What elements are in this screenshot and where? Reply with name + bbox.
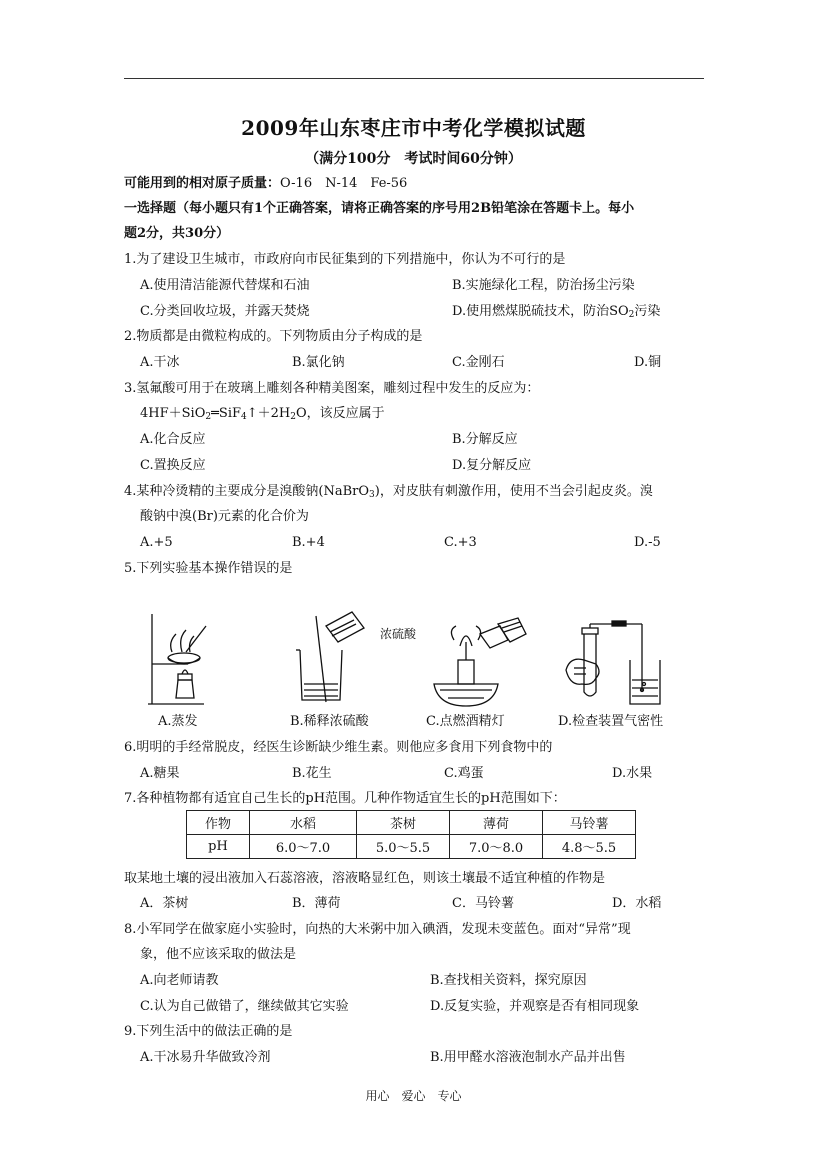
q4-stem-line1: 4.某种冷烫精的主要成分是溴酸钠(NaBrO$_3$)，对皮肤有刺激作用，使用不当会引起皮炎。溴 [124,484,653,500]
q5-figure-label: 浓硫酸 [380,627,417,641]
page-footer: 用心 爱心 专心 [365,1089,462,1103]
table-cell: 5.0～5.5 [357,835,450,859]
header-rule [124,78,704,79]
ph-table [186,810,636,859]
q8-stem-line2: 象，他不应该采取的做法是 [140,947,297,962]
table-cell: 马铃薯 [543,811,636,835]
q7-after: 取某地土壤的浸出液加入石蕊溶液，溶液略显红色，则该土壤最不适宜种植的作物是 [124,871,606,886]
q6-option-b: B.花生 [292,766,332,781]
q8-option-b: B.查找相关资料，探究原因 [430,973,587,988]
q9-option-a: A.干冰易升华做致冷剂 [140,1050,271,1065]
atomic-mass-label: 可能用到的相对原子质量： [124,176,281,191]
q3-option-a: A.化合反应 [140,432,206,447]
q7-option-d: D．水稻 [612,896,662,911]
q5-stem: 5.下列实验基本操作错误的是 [124,561,293,576]
q4-option-c: C.+3 [444,535,477,550]
table-cell: 薄荷 [450,811,543,835]
q6-option-c: C.鸡蛋 [444,766,484,781]
q2-stem: 2.物质都是由微粒构成的。下列物质由分子构成的是 [124,329,423,344]
table-row [187,835,636,859]
q8-option-a: A.向老师请教 [140,973,219,988]
q6-option-d: D.水果 [612,766,653,781]
q2-option-a: A.干冰 [140,355,180,370]
q8-stem-line1: 8.小军同学在做家庭小实验时，向热的大米粥中加入碘酒，发现未变蓝色。面对“异常”现 [124,922,631,937]
section-heading-line2: 题2分，共30分） [124,226,230,241]
q6-stem: 6.明明的手经常脱皮，经医生诊断缺少维生素。则他应多食用下列食物中的 [124,740,553,755]
q3-option-b: B.分解反应 [452,432,518,447]
page-title: 2009年山东枣庄市中考化学模拟试题 [241,116,586,140]
q1-option-a: A.使用清洁能源代替煤和石油 [140,278,310,293]
alcohol-lamp-figure [428,612,528,708]
q1-option-d: D.使用燃煤脱硫技术，防治$SO_2$污染 [452,304,661,320]
section-heading-line1: 一选择题（每小题只有1个正确答案，请将正确答案的序号用2B铅笔涂在答题卡上。每小 [124,201,635,216]
q1-stem: 1.为了建设卫生城市，市政府向市民征集到的下列措施中，你认为不可行的是 [124,252,566,267]
q7-stem: 7.各种植物都有适宜自己生长的pH范围。几种作物适宜生长的pH范围如下： [124,791,566,806]
airtightness-figure [562,620,668,710]
table-cell: 7.0～8.0 [450,835,543,859]
table-cell: 6.0～7.0 [250,835,357,859]
q6-option-a: A.糖果 [140,766,180,781]
table-cell: 4.8～5.5 [543,835,636,859]
q1-option-c: C.分类回收垃圾，并露天焚烧 [140,304,310,319]
q2-option-c: C.金刚石 [452,355,505,370]
q5-option-d: D.检查装置气密性 [558,714,664,729]
q2-option-d: D.铜 [634,355,662,370]
q1-option-b: B.实施绿化工程，防治扬尘污染 [452,278,635,293]
q9-stem: 9.下列生活中的做法正确的是 [124,1024,293,1039]
table-cell: 茶树 [357,811,450,835]
table-cell: 水稻 [250,811,357,835]
q5-option-b: B.稀释浓硫酸 [290,714,369,729]
atomic-mass-line [124,176,407,192]
q4-option-b: B.+4 [292,535,325,550]
q3-option-d: D.复分解反应 [452,458,532,473]
q3-stem: 3.氢氟酸可用于在玻璃上雕刻各种精美图案，雕刻过程中发生的反应为： [124,381,540,396]
evaporation-figure [140,608,220,708]
q7-option-a: A．茶树 [140,896,189,911]
table-cell: 作物 [187,811,250,835]
table-row [187,811,636,835]
q7-option-c: C．马铃薯 [452,896,514,911]
q9-option-b: B.用甲醛水溶液泡制水产品并出售 [430,1050,626,1065]
q4-option-a: A.+5 [140,535,173,550]
q5-option-c: C.点燃酒精灯 [426,714,505,729]
dilution-figure [292,606,382,708]
page-subtitle: （满分100分 考试时间60分钟） [305,151,522,167]
q8-option-d: D.反复实验，并观察是否有相同现象 [430,999,640,1014]
q3-option-c: C.置换反应 [140,458,206,473]
q8-option-c: C.认为自己做错了，继续做其它实验 [140,999,349,1014]
atomic-mass-values: O-16 N-14 Fe-56 [280,176,408,191]
table-cell: pH [187,835,250,859]
q4-option-d: D.-5 [634,535,661,550]
q2-option-b: B.氯化钠 [292,355,345,370]
q7-option-b: B．薄荷 [292,896,341,911]
q4-stem-line2: 酸钠中溴(Br)元素的化合价为 [140,509,309,524]
q5-option-a: A.蒸发 [158,714,198,729]
q3-equation: $4HF+SiO_2═SiF_4↑+2H_2O$，该反应属于 [140,406,385,422]
